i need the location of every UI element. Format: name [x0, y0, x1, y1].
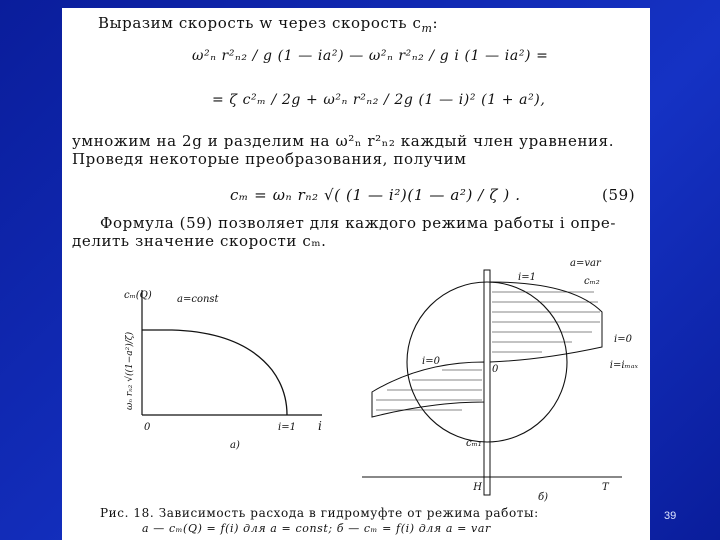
fig-b-cm1: cₘ₁	[466, 438, 482, 449]
intro-text: Выразим скорость w через скорость $c_m$:	[98, 14, 439, 35]
equation-1: ω²ₙ r²ₙ₂ / g (1 — ia²) — ω²ₙ r²ₙ₂ / g i (1 — ia²) =	[192, 48, 549, 64]
fig-b-origin: 0	[492, 364, 499, 375]
paragraph-2-line-2: делить значение скорости cₘ.	[72, 232, 327, 250]
fig-a-param-label: a=const	[177, 294, 219, 305]
fig-a-y-label: cₘ(Q)	[124, 290, 152, 301]
figure-b	[342, 252, 642, 502]
document-page	[62, 8, 650, 540]
equation-number: (59)	[602, 186, 636, 204]
fig-b-cm2: cₘ₂	[584, 276, 600, 287]
equation-2: = ζ c²ₘ / 2g + ω²ₙ r²ₙ₂ / 2g (1 — i)² (1 + a²),	[212, 92, 546, 108]
equation-59: cₘ = ωₙ rₙ₂ √( (1 — i²)(1 — a²) / ζ ) .	[230, 186, 521, 204]
caption-line-2: а — cₘ(Q) = f(i) для a = const; б — cₘ = f(i) для a = var	[142, 522, 491, 535]
fig-a-origin: 0	[144, 422, 151, 433]
fig-b-i0-left: i=0	[422, 356, 440, 367]
fig-a-x-end: i=1	[278, 422, 296, 433]
fig-a-sub-label: a)	[230, 440, 240, 451]
slide-number: 39	[664, 510, 677, 522]
fig-a-x-axis-label: i	[318, 419, 322, 433]
fig-b-axis-bar	[484, 270, 490, 495]
figure-a	[82, 280, 342, 460]
caption-line-1: Рис. 18. Зависимость расхода в гидромуфте от режима работы:	[100, 506, 539, 520]
fig-b-H: H	[473, 482, 482, 493]
paragraph-1-line-2: Проведя некоторые преобразования, получим	[72, 150, 467, 168]
fig-a-y-tick-label: ωₙ rₙ₂ √((1−a²)/ζ)	[125, 331, 135, 410]
fig-b-T: T	[602, 482, 609, 493]
fig-b-i0-right: i=0	[614, 334, 632, 345]
paragraph-2-line-1: Формула (59) позволяет для каждого режима работы i опре-	[100, 214, 617, 232]
paragraph-1-line-1: умножим на 2g и разделим на ω²ₙ r²ₙ₂ каждый член уравнения.	[72, 132, 615, 150]
fig-a-curve	[142, 330, 287, 415]
fig-b-i1: i=1	[518, 272, 536, 283]
fig-b-imax: i=iₘₐₓ	[609, 360, 638, 371]
fig-b-sub-label: б)	[538, 492, 549, 502]
fig-b-top-label: a=var	[570, 258, 601, 269]
